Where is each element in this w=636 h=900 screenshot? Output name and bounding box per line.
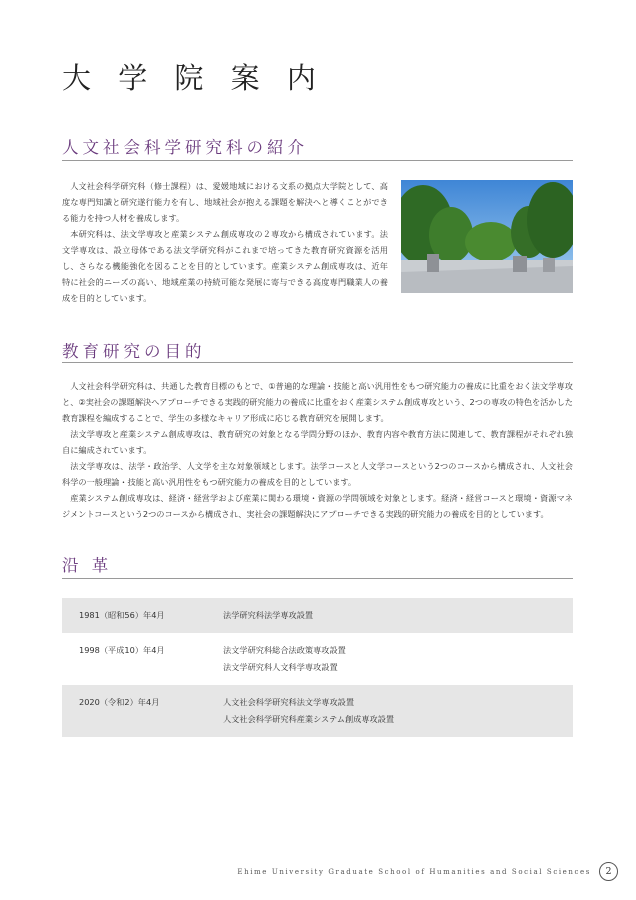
footer-school-name: Ehime University Graduate School of Humanities and Social Sciences — [237, 867, 591, 876]
purpose-heading: 教育研究の目的 — [62, 342, 206, 361]
purpose-paragraph-3: 法文学専攻は、法学・政治学、人文学を主な対象領域とします。法学コースと人文学コースという2つのコースから構成され、人文社会科学の一般理論・技能と高い汎用性をもつ研究能力の養成を目的としています。 — [62, 461, 573, 487]
intro-paragraph-2: 本研究科は、法文学専攻と産業システム創成専攻の２専攻から構成されています。法文学専攻は、設立母体である法文学研究科がこれまで培ってきた教育研究資源を活用し、さらなる機能強化を図ることを目的としています。産業システム創成専攻は、近年特に社会的ニーズの高い、地域産業の持続可能な発展に寄与できる高度専門職業人の養成を目的としています。 — [62, 229, 388, 303]
history-row — [62, 685, 573, 737]
history-table — [62, 598, 573, 737]
history-date: 1981（昭和56）年4月 — [79, 610, 165, 620]
purpose-paragraph-1: 人文社会科学研究科は、共通した教育目標のもとで、①普遍的な理論・技能と高い汎用性をもつ研究能力の養成に比重をおく法文学専攻と、②実社会の課題解決へアプローチできる実践的研究能力の養成に比重をおく産業システム創成専攻という、2つの専攻の特色を活かした教育課程を編成することで、学生の多様なキャリア形成に応じる教育研究を展開します。 — [62, 381, 573, 423]
intro-divider — [62, 160, 573, 161]
history-event: 人文社会科学研究科産業システム創成専攻設置 — [223, 714, 395, 724]
history-event: 人文社会科学研究科法文学専攻設置 — [223, 697, 355, 707]
page-title: 大 学 院 案 内 — [62, 61, 325, 95]
history-events — [223, 607, 313, 624]
history-event: 法文学研究科人文科学専攻設置 — [223, 662, 338, 672]
purpose-text — [62, 378, 573, 522]
intro-text — [62, 178, 388, 306]
history-events — [223, 694, 394, 728]
history-row — [62, 598, 573, 633]
history-divider — [62, 578, 573, 579]
page-footer — [237, 862, 618, 881]
history-events — [223, 642, 346, 676]
history-event: 法学研究科法学専攻設置 — [223, 610, 314, 620]
campus-photo — [401, 180, 573, 293]
history-heading: 沿 革 — [62, 556, 113, 575]
intro-heading: 人文社会科学研究科の紹介 — [62, 138, 308, 157]
history-date: 1998（平成10）年4月 — [79, 645, 165, 655]
intro-paragraph-1: 人文社会科学研究科（修士課程）は、愛媛地域における文系の拠点大学院として、高度な専門知識と研究遂行能力を有し、地域社会が抱える課題を解決へと導くことができる能力を持つ人材を養成します。 — [62, 181, 388, 223]
history-event: 法文学研究科総合法政策専攻設置 — [223, 645, 346, 655]
history-row — [62, 633, 573, 685]
purpose-paragraph-2: 法文学専攻と産業システム創成専攻は、教育研究の対象となる学問分野のほか、教育内容や教育方法に関連して、教育課程がそれぞれ独自に編成されています。 — [62, 429, 573, 455]
page-number: 2 — [599, 862, 618, 881]
purpose-paragraph-4: 産業システム創成専攻は、経済・経営学および産業に関わる環境・資源の学問領域を対象とします。経済・経営コースと環境・資源マネジメントコースという2つのコースから構成され、実社会の課題解決にアプローチできる実践的研究能力の養成を目的としています。 — [62, 493, 573, 519]
history-date: 2020（令和2）年4月 — [79, 697, 160, 707]
purpose-divider — [62, 362, 573, 363]
